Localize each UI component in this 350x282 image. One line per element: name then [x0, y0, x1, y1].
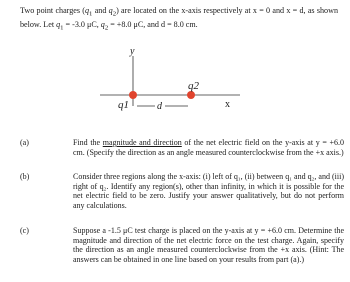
q-symbol: q	[56, 19, 61, 29]
intro-eq2: = +8.0 μC, and d = 8.0 cm.	[108, 19, 198, 29]
intro-line1-b: ) are located on the x-axis respectively at x = 0 and x = d, as	[116, 6, 315, 15]
part-b-label: (b)	[20, 172, 30, 181]
part-b-text: Consider three regions along the x-axis: (i) left of q₁, (ii) between q₁ and q₂, and (iii) right of q₂. Identify any region(s), other than infinity, in which it is possible for the net electric field to be zero. Justify your answer qualitatively, but do not perform any calculations.	[73, 172, 344, 210]
intro-eq1: = -3.0 μC,	[63, 19, 101, 29]
part-b	[20, 172, 344, 222]
part-a-text	[73, 138, 344, 157]
charge-q1	[129, 91, 137, 99]
part-c	[20, 226, 344, 278]
part-a-underlined: magnitude and direction	[102, 138, 182, 147]
charge-q2	[187, 91, 195, 99]
intro-line2-a: shown below. Let	[20, 6, 338, 29]
q-symbol: q	[100, 19, 105, 29]
sub-1: 1	[89, 10, 93, 18]
part-a-label: (a)	[20, 138, 29, 147]
q2-label: q2	[188, 80, 199, 92]
part-a-post: of the net electric field on the y-axis at y = +6.0 cm. (Specify the direction as an angle measured counterclockwise from the +x axis.)	[73, 138, 344, 157]
q-symbol: q	[85, 6, 90, 15]
part-a	[20, 138, 344, 164]
q-symbol: q	[108, 6, 113, 15]
y-axis-label: y	[130, 46, 135, 57]
intro-line1-a: Two point charges (	[20, 6, 85, 15]
sub-2: 2	[104, 24, 109, 32]
sub-2: 2	[112, 10, 117, 18]
part-c-text: Suppose a -1.5 μC test charge is placed on the y-axis at y = +6.0 cm. Determine the magnitude and direction of the net electric force on the test charge. Again, specify the direction as an angle measured counterclockwise from the +x axis. (Hint: The answers can be obtained in one line based on your results from part (a).)	[73, 226, 344, 264]
intro-and: and	[92, 6, 109, 15]
sub-1: 1	[60, 24, 64, 32]
q1-label: q1	[118, 99, 129, 111]
d-label: d	[157, 101, 162, 112]
part-c-label: (c)	[20, 226, 29, 235]
problem-intro	[20, 6, 338, 33]
x-axis-label: x	[225, 99, 230, 110]
charge-diagram	[0, 36, 350, 112]
part-a-pre: Find the	[73, 138, 103, 147]
